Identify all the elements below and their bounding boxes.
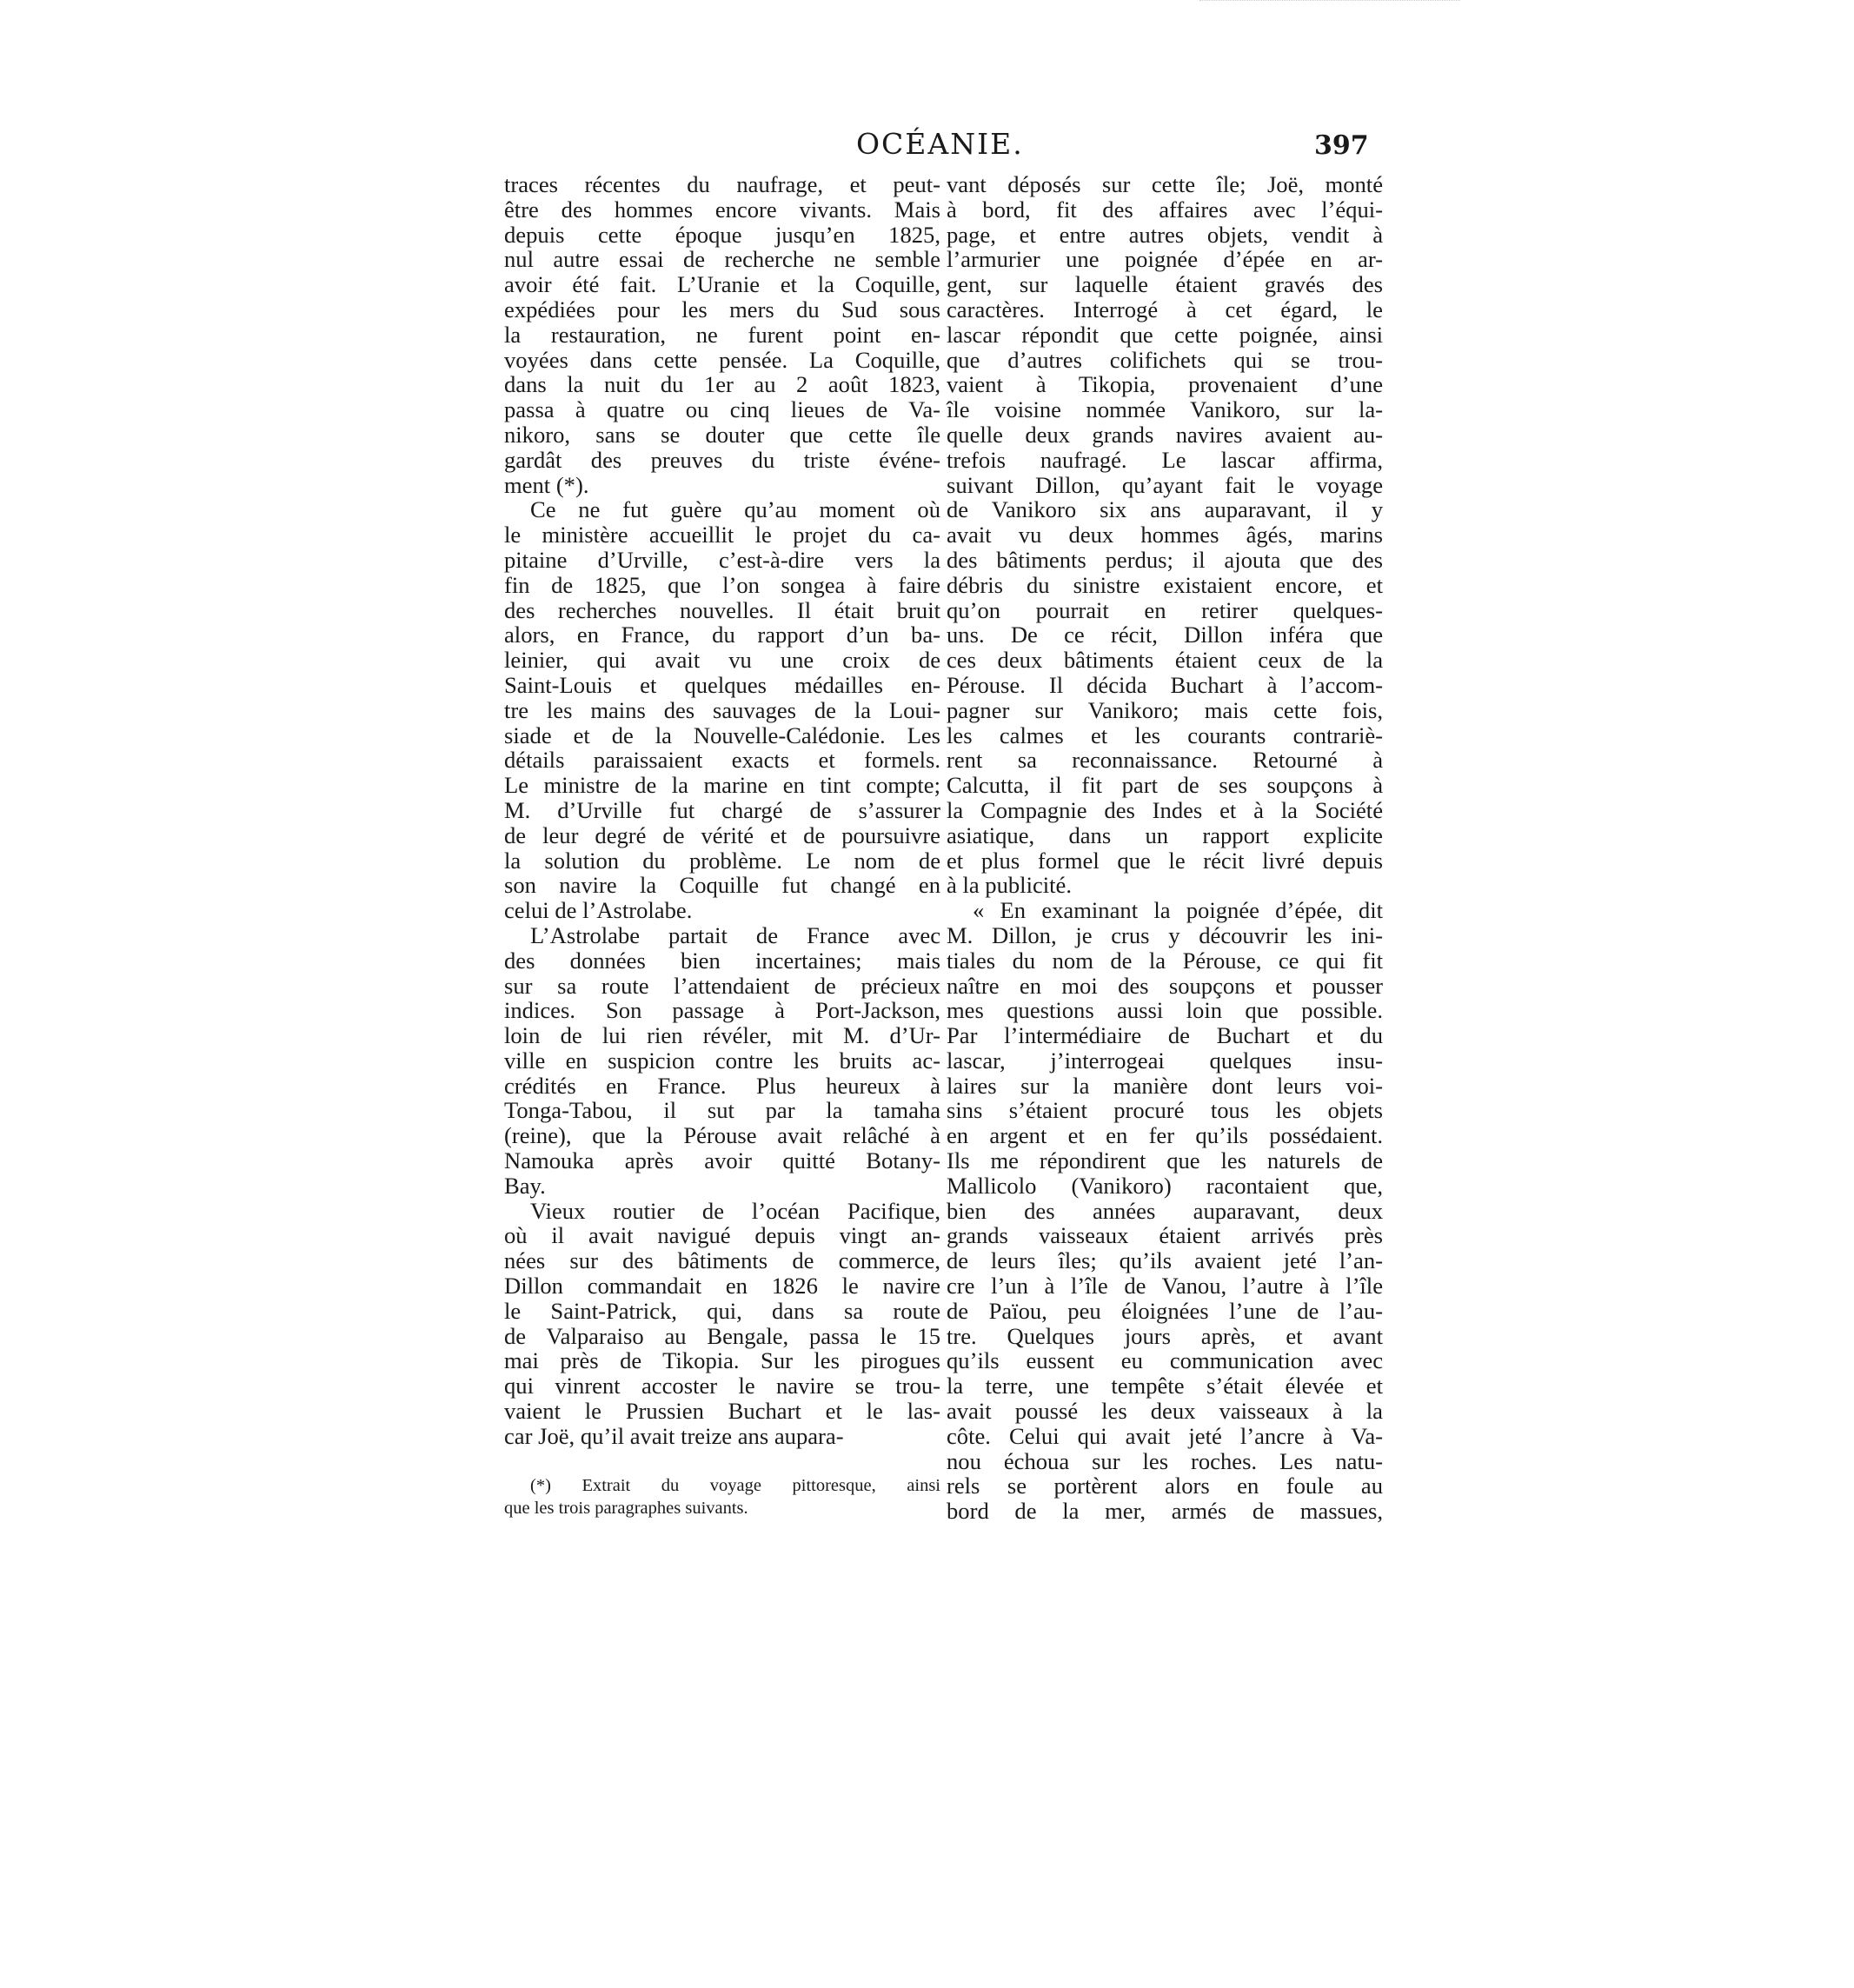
text-line: sur sa route l’attendaient de précieux [504,972,940,999]
text-line: uns. De ce récit, Dillon inféra que [947,622,1383,648]
text-line: leinier, qui avait vu une croix de [504,647,940,674]
text-line: qu’ils eussent eu communication avec [947,1347,1383,1374]
text-line: Calcutta, il fit part de ses soupçons à [947,772,1383,799]
text-line: détails paraissaient exacts et formels. [504,747,940,774]
text-line: des données bien incertaines; mais [504,947,940,974]
footnote [504,1474,940,1519]
page-number: 397 [1314,130,1369,161]
text-line: de Vanikoro six ans auparavant, il y [947,496,1383,523]
text-line: trefois naufragé. Le lascar affirma, [947,446,1383,473]
text-line: L’Astrolabe partait de France avec [530,921,940,948]
text-line: et plus formel que le récit livré depuis [947,847,1383,874]
text-line: celui de l’Astrolabe. [504,897,693,924]
text-line: de leur degré de vérité et de poursuivre [504,821,940,848]
text-line: nées sur des bâtiments de commerce, [504,1247,940,1274]
scan-specks [1199,0,1460,6]
text-line: côte. Celui qui avait jeté l’ancre à Va- [947,1422,1383,1449]
text-line: bien des années auparavant, deux [947,1197,1383,1224]
text-line: Tonga-Tabou, il sut par la tamaha [504,1097,940,1124]
text-line: naître en moi des soupçons et pousser [947,972,1383,999]
text-line: la terre, une tempête s’était élevée et [947,1373,1383,1400]
text-line: caractères. Interrogé à cet égard, le [947,296,1383,322]
text-line: depuis cette époque jusqu’en 1825, [504,221,940,248]
text-line: nikoro, sans se douter que cette île [504,421,940,448]
text-line: nul autre essai de recherche ne semble [504,246,940,273]
text-line: le Saint-Patrick, qui, dans sa route [504,1297,940,1324]
text-line: Par l’intermédiaire de Buchart et du [947,1022,1383,1049]
text-line: l’armurier une poignée d’épée en ar- [947,246,1383,273]
text-line: mes questions aussi loin que possible. [947,997,1383,1024]
text-line: alors, en France, du rapport d’un ba- [504,622,940,648]
text-line: Dillon commandait en 1826 le navire [504,1273,940,1300]
text-line: lascar, j’interrogeai quelques insu- [947,1047,1383,1074]
text-line: M. Dillon, je crus y découvrir les ini- [947,921,1383,948]
text-line: asiatique, dans un rapport explicite [947,821,1383,848]
left-column [504,172,940,1449]
text-line: des recherches nouvelles. Il était bruit [504,596,940,623]
text-line: cre l’un à l’île de Vanou, l’autre à l’île [947,1273,1383,1300]
text-line: passa à quatre ou cinq lieues de Va- [504,396,940,423]
text-line: Bay. [504,1172,546,1199]
text-line: de leurs îles; qu’ils avaient jeté l’an- [947,1247,1383,1274]
text-line: gent, sur laquelle étaient gravés des [947,271,1383,298]
text-line: qu’on pourrait en retirer quelques- [947,596,1383,623]
text-line: Vieux routier de l’océan Pacifique, [530,1197,940,1224]
text-line: (reine), que la Pérouse avait relâché à [504,1122,940,1149]
text-line: mai près de Tikopia. Sur les pirogues [504,1347,940,1374]
text-line: grands vaisseaux étaient arrivés près [947,1222,1383,1249]
running-title: OCÉANIE. [856,127,1024,161]
text-line: siade et de la Nouvelle-Calédonie. Les [504,721,940,748]
text-line: Namouka après avoir quitté Botany- [504,1147,940,1174]
text-line: avait poussé les deux vaisseaux à la [947,1398,1383,1425]
text-line: laires sur la manière dont leurs voi- [947,1072,1383,1099]
text-line: débris du sinistre existaient encore, et [947,571,1383,598]
text-line: Ils me répondirent que les naturels de [947,1147,1383,1174]
text-line: la Compagnie des Indes et à la Société [947,796,1383,823]
text-line: expédiées pour les mers du Sud sous [504,296,940,322]
text-line: lascar répondit que cette poignée, ainsi [947,321,1383,348]
text-line: Mallicolo (Vanikoro) racontaient que, [947,1172,1383,1199]
text-line: vaient le Prussien Buchart et le las- [504,1398,940,1425]
text-line: ces deux bâtiments étaient ceux de la [947,647,1383,674]
text-line: rels se portèrent alors en foule au [947,1473,1383,1499]
text-line: tre les mains des sauvages de la Loui- [504,696,940,723]
text-line: quelle deux grands navires avaient au- [947,421,1383,448]
text-line: avoir été fait. L’Uranie et la Coquille, [504,271,940,298]
text-line: que d’autres colifichets qui se trou- [947,346,1383,373]
right-column [947,172,1383,1524]
text-line: de Païou, peu éloignées l’une de l’au- [947,1297,1383,1324]
text-line: Ce ne fut guère qu’au moment où [530,496,940,523]
text-line: sins s’étaient procuré tous les objets [947,1097,1383,1124]
text-line: pitaine d’Urville, c’est-à-dire vers la [504,546,940,573]
text-line: le ministère accueillit le projet du ca- [504,522,940,549]
text-line: crédités en France. Plus heureux à [504,1072,940,1099]
text-line: loin de lui rien révéler, mit M. d’Ur- [504,1022,940,1049]
text-line: les calmes et les courants contrariè- [947,721,1383,748]
text-line: Le ministre de la marine en tint compte; [504,772,940,799]
text-line: rent sa reconnaissance. Retourné à [947,747,1383,774]
text-line: être des hommes encore vivants. Mais [504,196,940,223]
text-line: nou échoua sur les roches. Les natu- [947,1447,1383,1474]
footnote-line: que les trois paragraphes suivants. [504,1499,748,1518]
text-line: vant déposés sur cette île; Joë, monté [947,171,1383,197]
text-line: Pérouse. Il décida Buchart à l’accom- [947,671,1383,698]
text-line: dans la nuit du 1er au 2 août 1823, [504,371,940,398]
text-line: pagner sur Vanikoro; mais cette fois, [947,696,1383,723]
text-line: suivant Dillon, qu’ayant fait le voyage [947,471,1383,498]
text-line: des bâtiments perdus; il ajouta que des [947,546,1383,573]
text-line: en argent et en fer qu’ils possédaient. [947,1122,1383,1149]
text-line: « En examinant la poignée d’épée, dit [973,897,1383,924]
text-line: M. d’Urville fut chargé de s’assurer [504,796,940,823]
text-line: Saint-Louis et quelques médailles en- [504,671,940,698]
text-line: qui vinrent accoster le navire se trou- [504,1373,940,1400]
text-line: où il avait navigué depuis vingt an- [504,1222,940,1249]
text-line: la solution du problème. Le nom de [504,847,940,874]
text-line: page, et entre autres objets, vendit à [947,221,1383,248]
text-line: gardât des preuves du triste événe- [504,446,940,473]
text-line: ville en suspicion contre les bruits ac- [504,1047,940,1074]
footnote-line: (*) Extrait du voyage pittoresque, ainsi [530,1476,940,1495]
text-line: tre. Quelques jours après, et avant [947,1322,1383,1349]
text-line: à la publicité. [947,872,1072,899]
text-line: île voisine nommée Vanikoro, sur la- [947,396,1383,423]
text-line: ment (*). [504,471,589,498]
text-line: de Valparaiso au Bengale, passa le 15 [504,1322,940,1349]
text-line: fin de 1825, que l’on songea à faire [504,571,940,598]
text-line: traces récentes du naufrage, et peut- [504,171,940,197]
text-line: indices. Son passage à Port-Jackson, [504,997,940,1024]
text-line: car Joë, qu’il avait treize ans aupara- [504,1422,844,1449]
text-line: son navire la Coquille fut changé en [504,872,940,899]
text-line: la restauration, ne furent point en- [504,321,940,348]
text-line: bord de la mer, armés de massues, [947,1498,1383,1525]
text-line: tiales du nom de la Pérouse, ce qui fit [947,947,1383,974]
text-line: à bord, fit des affaires avec l’équi- [947,196,1383,223]
text-line: avait vu deux hommes âgés, marins [947,522,1383,549]
text-line: voyées dans cette pensée. La Coquille, [504,346,940,373]
text-line: vaient à Tikopia, provenaient d’une [947,371,1383,398]
